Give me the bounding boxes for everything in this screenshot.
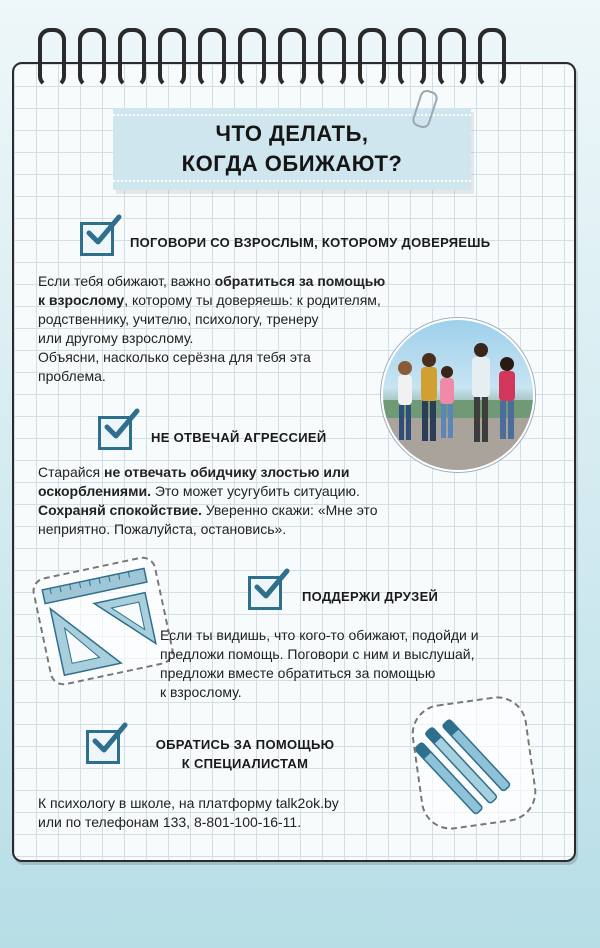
page-title-line2: КОГДА ОБИЖАЮТ? xyxy=(181,151,403,176)
checkbox-check-icon xyxy=(98,416,132,450)
spiral-ring-icon xyxy=(318,28,346,88)
spiral-ring-icon xyxy=(398,28,426,88)
section-text-support-friends: Если ты видишь, что кого-то обижают, подойди и предложи помощь. Поговори с ним и выслушай, предложи вместе обратиться за помощью к взрослому. xyxy=(160,627,479,700)
section-text-specialists: К психологу в школе, на платформу talk2ok.by или по телефонам 133, 8-801-100-16-11. xyxy=(38,795,339,830)
spiral-ring-icon xyxy=(158,28,186,88)
spiral-ring-icon xyxy=(198,28,226,88)
section-heading-no-aggression: НЕ ОТВЕЧАЙ АГРЕССИЕЙ xyxy=(151,430,327,445)
section-text-no-aggression: Старайся не отвечать обидчику злостью или оскорблениями. Это может усугубить ситуацию. Сохраняй спокойствие. Уверенно скажи: «Мне это неприятно. Пожалуйста, остановись». xyxy=(38,464,378,537)
checkbox-check-icon xyxy=(248,576,282,610)
page-title-line1: ЧТО ДЕЛАТЬ, xyxy=(215,121,369,146)
spiral-ring-icon xyxy=(38,28,66,88)
spiral-binding-front xyxy=(38,28,558,88)
checkbox-check-icon xyxy=(80,222,114,256)
spiral-ring-icon xyxy=(238,28,266,88)
section-heading-support-friends: ПОДДЕРЖИ ДРУЗЕЙ xyxy=(302,589,439,604)
spiral-ring-icon xyxy=(438,28,466,88)
section-heading-talk-adult: ПОГОВОРИ СО ВЗРОСЛЫМ, КОТОРОМУ ДОВЕРЯЕШЬ xyxy=(130,235,491,250)
spiral-ring-icon xyxy=(78,28,106,88)
checkbox-check-icon xyxy=(86,730,120,764)
teens-illustration-image xyxy=(381,318,535,472)
spiral-ring-icon xyxy=(118,28,146,88)
spiral-ring-icon xyxy=(278,28,306,88)
spiral-ring-icon xyxy=(358,28,386,88)
section-heading-specialists-line1: ОБРАТИСЬ ЗА ПОМОЩЬЮ xyxy=(155,737,335,752)
section-text-talk-adult: Если тебя обижают, важно обратиться за помощью к взрослому, которому ты доверяешь: к родителям, родственнику, учителю, психологу, тренеру или другому взрослому. Объясни, насколько серёзна для тебя эта проблема. xyxy=(38,273,386,384)
section-heading-specialists-line2: К СПЕЦИАЛИСТАМ xyxy=(181,756,309,771)
spiral-ring-icon xyxy=(478,28,506,88)
